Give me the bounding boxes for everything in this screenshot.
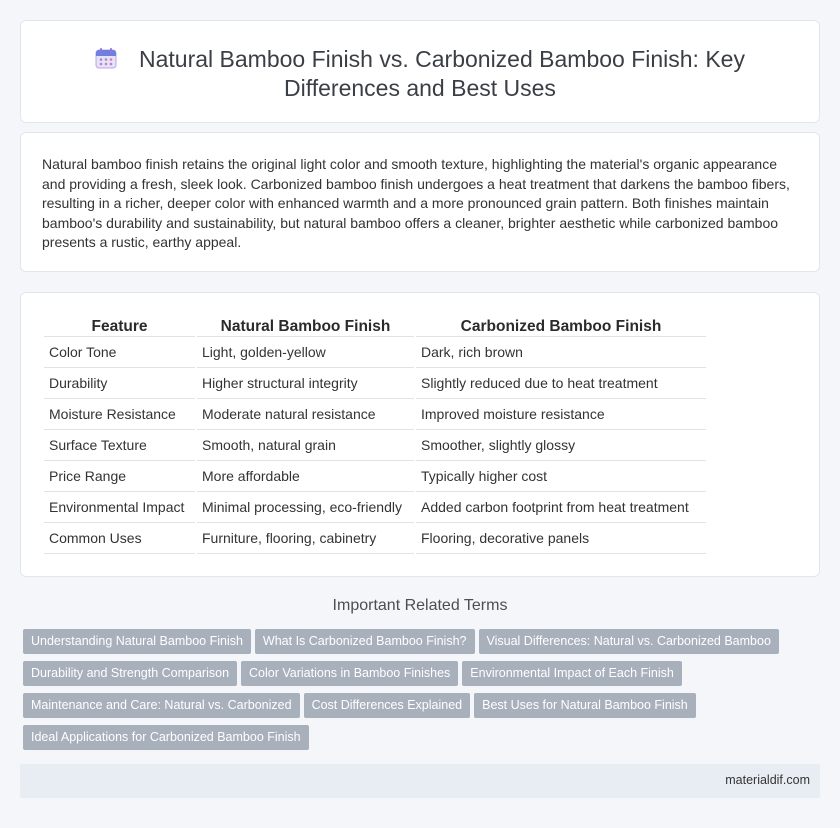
cell-feature: Moisture Resistance xyxy=(44,399,195,430)
related-tag[interactable]: Durability and Strength Comparison xyxy=(23,661,237,686)
calendar-icon xyxy=(95,47,117,69)
title-line-2: Differences and Best Uses xyxy=(284,75,556,101)
related-tag[interactable]: Cost Differences Explained xyxy=(304,693,471,718)
related-tag[interactable]: Understanding Natural Bamboo Finish xyxy=(23,629,251,654)
header-natural: Natural Bamboo Finish xyxy=(197,315,414,337)
table-row xyxy=(44,399,706,430)
related-tag[interactable]: Ideal Applications for Carbonized Bamboo Finish xyxy=(23,725,309,750)
related-terms-list xyxy=(23,629,783,757)
table-row xyxy=(44,461,706,492)
title-card xyxy=(20,20,820,123)
table-header-row xyxy=(44,315,706,337)
cell-carbonized: Slightly reduced due to heat treatment xyxy=(416,368,706,399)
table-row xyxy=(44,430,706,461)
related-tag[interactable]: Best Uses for Natural Bamboo Finish xyxy=(474,693,696,718)
cell-carbonized: Improved moisture resistance xyxy=(416,399,706,430)
cell-natural: Light, golden-yellow xyxy=(197,337,414,368)
cell-feature: Price Range xyxy=(44,461,195,492)
intro-paragraph: Natural bamboo finish retains the original light color and smooth texture, highlighting the material's organic appearance and providing a fresh, sleek look. Carbonized bamboo finish undergoes a heat treatment that darkens the bamboo fibers, resulting in a richer, deeper color with enhanced warmth and a more pronounced grain pattern. Both finishes maintain bamboo's durability and sustainability, but natural bamboo offers a cleaner, brighter aesthetic while carbonized bamboo presents a rustic, earthy appeal. xyxy=(42,156,790,250)
related-terms-title: Important Related Terms xyxy=(332,597,508,614)
title-line-1: Natural Bamboo Finish vs. Carbonized Bamboo Finish: Key xyxy=(139,46,745,72)
header-feature: Feature xyxy=(44,315,195,337)
cell-natural: Furniture, flooring, cabinetry xyxy=(197,523,414,554)
cell-feature: Durability xyxy=(44,368,195,399)
page-title xyxy=(21,45,819,103)
cell-feature: Environmental Impact xyxy=(44,492,195,523)
comparison-card xyxy=(20,292,820,577)
cell-feature: Surface Texture xyxy=(44,430,195,461)
cell-carbonized: Dark, rich brown xyxy=(416,337,706,368)
table-row xyxy=(44,492,706,523)
footer xyxy=(20,764,820,798)
table-row xyxy=(44,337,706,368)
cell-feature: Common Uses xyxy=(44,523,195,554)
cell-natural: More affordable xyxy=(197,461,414,492)
related-tag[interactable]: What Is Carbonized Bamboo Finish? xyxy=(255,629,475,654)
cell-natural: Moderate natural resistance xyxy=(197,399,414,430)
intro-card xyxy=(20,132,820,272)
header-carbonized: Carbonized Bamboo Finish xyxy=(416,315,706,337)
cell-natural: Smooth, natural grain xyxy=(197,430,414,461)
cell-carbonized: Flooring, decorative panels xyxy=(416,523,706,554)
related-tag[interactable]: Color Variations in Bamboo Finishes xyxy=(241,661,458,686)
related-tag[interactable]: Visual Differences: Natural vs. Carbonized Bamboo xyxy=(479,629,779,654)
cell-feature: Color Tone xyxy=(44,337,195,368)
cell-natural: Minimal processing, eco-friendly xyxy=(197,492,414,523)
related-tag[interactable]: Maintenance and Care: Natural vs. Carbonized xyxy=(23,693,300,718)
table-row xyxy=(44,523,706,554)
cell-carbonized: Added carbon footprint from heat treatment xyxy=(416,492,706,523)
cell-carbonized: Smoother, slightly glossy xyxy=(416,430,706,461)
cell-carbonized: Typically higher cost xyxy=(416,461,706,492)
comparison-table xyxy=(42,315,708,554)
cell-natural: Higher structural integrity xyxy=(197,368,414,399)
footer-site-link[interactable]: materialdif.com xyxy=(725,773,810,787)
related-tag[interactable]: Environmental Impact of Each Finish xyxy=(462,661,682,686)
table-row xyxy=(44,368,706,399)
